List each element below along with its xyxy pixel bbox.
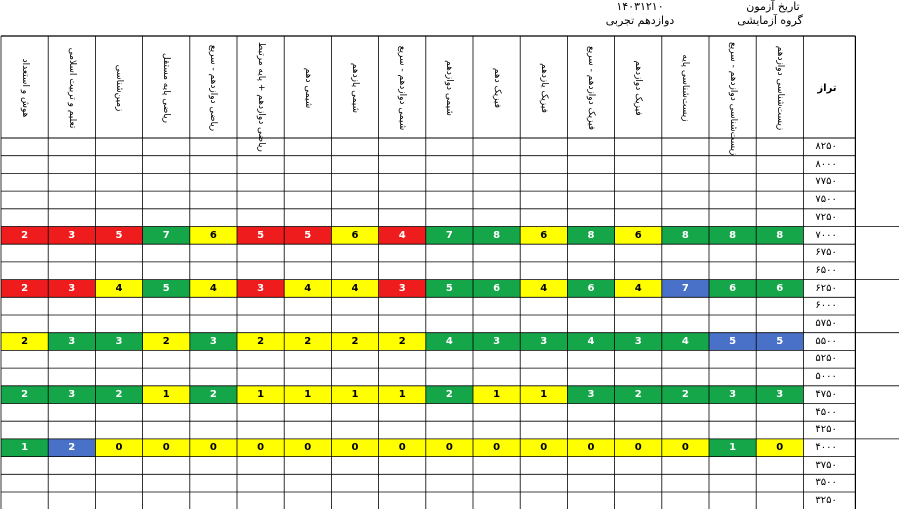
column-header: فیزیک دهم — [491, 67, 502, 109]
score-cell: 7 — [445, 229, 453, 241]
score-cell: 6 — [493, 282, 501, 294]
score-cell: 3 — [257, 282, 265, 294]
score-cell: 4 — [351, 282, 359, 294]
score-cell: 8 — [729, 229, 737, 241]
taraz-value: ۳۵۰۰ — [815, 477, 837, 489]
score-cell: 2 — [21, 229, 29, 241]
score-cell: 0 — [493, 441, 501, 453]
score-cell: 0 — [634, 441, 642, 453]
score-cell: 3 — [209, 335, 217, 347]
score-cell: 3 — [540, 335, 548, 347]
score-cell: 1 — [162, 388, 170, 400]
score-cell: 6 — [209, 229, 217, 241]
column-header: تعلیم و تربیت اسلامی — [66, 47, 77, 129]
column-header: زیست‌شناسی پایه — [680, 54, 691, 122]
score-cell: 1 — [304, 388, 312, 400]
taraz-header: تراز — [817, 83, 837, 94]
taraz-value: ۴۲۵۰ — [815, 424, 837, 436]
score-cell: 2 — [162, 335, 170, 347]
score-cell: 3 — [776, 388, 784, 400]
score-cell: 3 — [729, 388, 737, 400]
exam-date-value: ۱۴۰۳۱۲۱۰ — [616, 0, 664, 13]
column-header: ریاضی دوازدهم + پایه مرتبط — [255, 42, 266, 152]
score-cell: 2 — [68, 441, 76, 453]
column-header: فیزیک دوازدهم - سریع — [586, 45, 596, 131]
column-header: ریاضی دوازدهم - سریع — [208, 44, 219, 132]
taraz-value: ۵۰۰۰ — [815, 371, 837, 383]
exam-date-label: تاریخ آزمون — [746, 0, 800, 13]
score-cell: 2 — [681, 388, 689, 400]
score-cell: 7 — [681, 282, 689, 294]
score-cell: 6 — [729, 282, 737, 294]
score-cell: 2 — [634, 388, 642, 400]
score-cell: 3 — [634, 335, 642, 347]
score-cell: 5 — [162, 282, 170, 294]
score-cell: 5 — [115, 229, 123, 241]
score-cell: 0 — [162, 441, 170, 453]
score-cell: 3 — [68, 282, 76, 294]
taraz-value: ۶۰۰۰ — [815, 300, 837, 312]
taraz-value: ۵۵۰۰ — [815, 335, 837, 347]
score-cell: 1 — [257, 388, 265, 400]
taraz-value: ۳۷۵۰ — [815, 459, 837, 471]
score-cell: 3 — [587, 388, 595, 400]
score-cell: 4 — [681, 335, 689, 347]
score-cell: 0 — [587, 441, 595, 453]
score-cell: 3 — [493, 335, 501, 347]
taraz-value: ۵۷۵۰ — [815, 318, 837, 329]
taraz-value: ۴۰۰۰ — [815, 441, 837, 453]
score-cell: 0 — [351, 441, 359, 453]
score-cell: 6 — [776, 282, 784, 294]
taraz-value: ۶۵۰۰ — [815, 264, 837, 276]
score-cell: 5 — [304, 229, 312, 241]
column-header: هوش و استعداد — [19, 58, 30, 118]
score-cell: 3 — [68, 229, 76, 241]
score-cell: 1 — [21, 441, 29, 453]
score-cell: 1 — [729, 441, 737, 453]
score-cell: 0 — [304, 441, 312, 453]
score-cell: 3 — [115, 335, 123, 347]
score-cell: 2 — [21, 388, 29, 400]
score-cell: 5 — [445, 282, 453, 294]
score-cell: 4 — [209, 282, 217, 294]
score-cell: 0 — [115, 441, 123, 453]
score-cell: 5 — [729, 335, 737, 347]
taraz-value: ۴۵۰۰ — [815, 406, 837, 418]
score-cell: 3 — [68, 335, 76, 347]
score-cell: 2 — [445, 388, 453, 400]
score-cell: 2 — [209, 388, 217, 400]
column-header: فیزیک دوازدهم — [633, 60, 644, 116]
score-cell: 8 — [776, 229, 784, 241]
score-cell: 2 — [21, 282, 29, 294]
score-cell: 1 — [398, 388, 406, 400]
score-cell: 2 — [115, 388, 123, 400]
column-header: شیمی دوازدهم — [444, 60, 455, 116]
column-header: زمین‌شناسی — [114, 64, 124, 112]
taraz-value: ۶۲۵۰ — [815, 282, 837, 294]
column-header: زیست‌شناسی دوازدهم - سریع — [727, 42, 738, 156]
score-cell: 8 — [587, 229, 595, 241]
taraz-value: ۷۲۵۰ — [815, 211, 837, 223]
score-cell: 5 — [257, 229, 265, 241]
taraz-value: ۷۰۰۰ — [815, 229, 837, 241]
score-cell: 8 — [493, 229, 501, 241]
taraz-value: ۶۷۵۰ — [815, 247, 837, 259]
taraz-value: ۴۷۵۰ — [815, 388, 837, 400]
score-cell: 0 — [540, 441, 548, 453]
taraz-value: ۳۲۵۰ — [815, 495, 837, 506]
column-header: شیمی دوازدهم - سریع — [397, 45, 408, 131]
score-cell: 4 — [398, 229, 406, 241]
taraz-value: ۷۵۰۰ — [815, 194, 837, 206]
score-cell: 1 — [540, 388, 548, 400]
score-cell: 0 — [776, 441, 784, 453]
score-cell: 4 — [587, 335, 595, 347]
score-cell: 6 — [540, 229, 548, 241]
score-cell: 4 — [634, 282, 642, 294]
score-cell: 4 — [445, 335, 453, 347]
score-cell: 0 — [398, 441, 406, 453]
score-cell: 1 — [351, 388, 359, 400]
score-cell: 2 — [21, 335, 29, 347]
column-header: شیمی یازدهم — [350, 62, 360, 114]
score-cell: 2 — [257, 335, 265, 347]
group-label: گروه آزمایشی — [737, 14, 803, 27]
score-cell: 3 — [398, 282, 406, 294]
score-cell: 1 — [493, 388, 501, 400]
score-cell: 7 — [162, 229, 170, 241]
column-header: شیمی دهم — [302, 67, 313, 109]
taraz-value: ۸۲۵۰ — [815, 141, 837, 152]
score-cell: 2 — [351, 335, 359, 347]
score-cell: 0 — [257, 441, 265, 453]
group-value: دوازدهم تجربی — [605, 14, 675, 27]
taraz-value: ۷۷۵۰ — [815, 176, 837, 188]
score-cell: 0 — [209, 441, 217, 453]
score-cell: 0 — [681, 441, 689, 453]
column-header: فیزیک یازدهم — [538, 63, 549, 113]
score-cell: 0 — [445, 441, 453, 453]
column-header: زیست‌شناسی دوازدهم — [774, 45, 785, 131]
score-cell: 4 — [540, 282, 548, 294]
score-cell: 6 — [587, 282, 595, 294]
score-cell: 8 — [681, 229, 689, 241]
column-header: ریاضی پایه مستقل — [161, 53, 172, 123]
score-cell: 4 — [304, 282, 312, 294]
score-cell: 6 — [351, 229, 359, 241]
score-cell: 2 — [304, 335, 312, 347]
score-cell: 5 — [776, 335, 784, 347]
taraz-value: ۵۲۵۰ — [815, 353, 837, 365]
score-cell: 2 — [398, 335, 406, 347]
score-cell: 6 — [634, 229, 642, 241]
score-cell: 4 — [115, 282, 123, 294]
score-cell: 3 — [68, 388, 76, 400]
taraz-value: ۸۰۰۰ — [815, 158, 837, 170]
